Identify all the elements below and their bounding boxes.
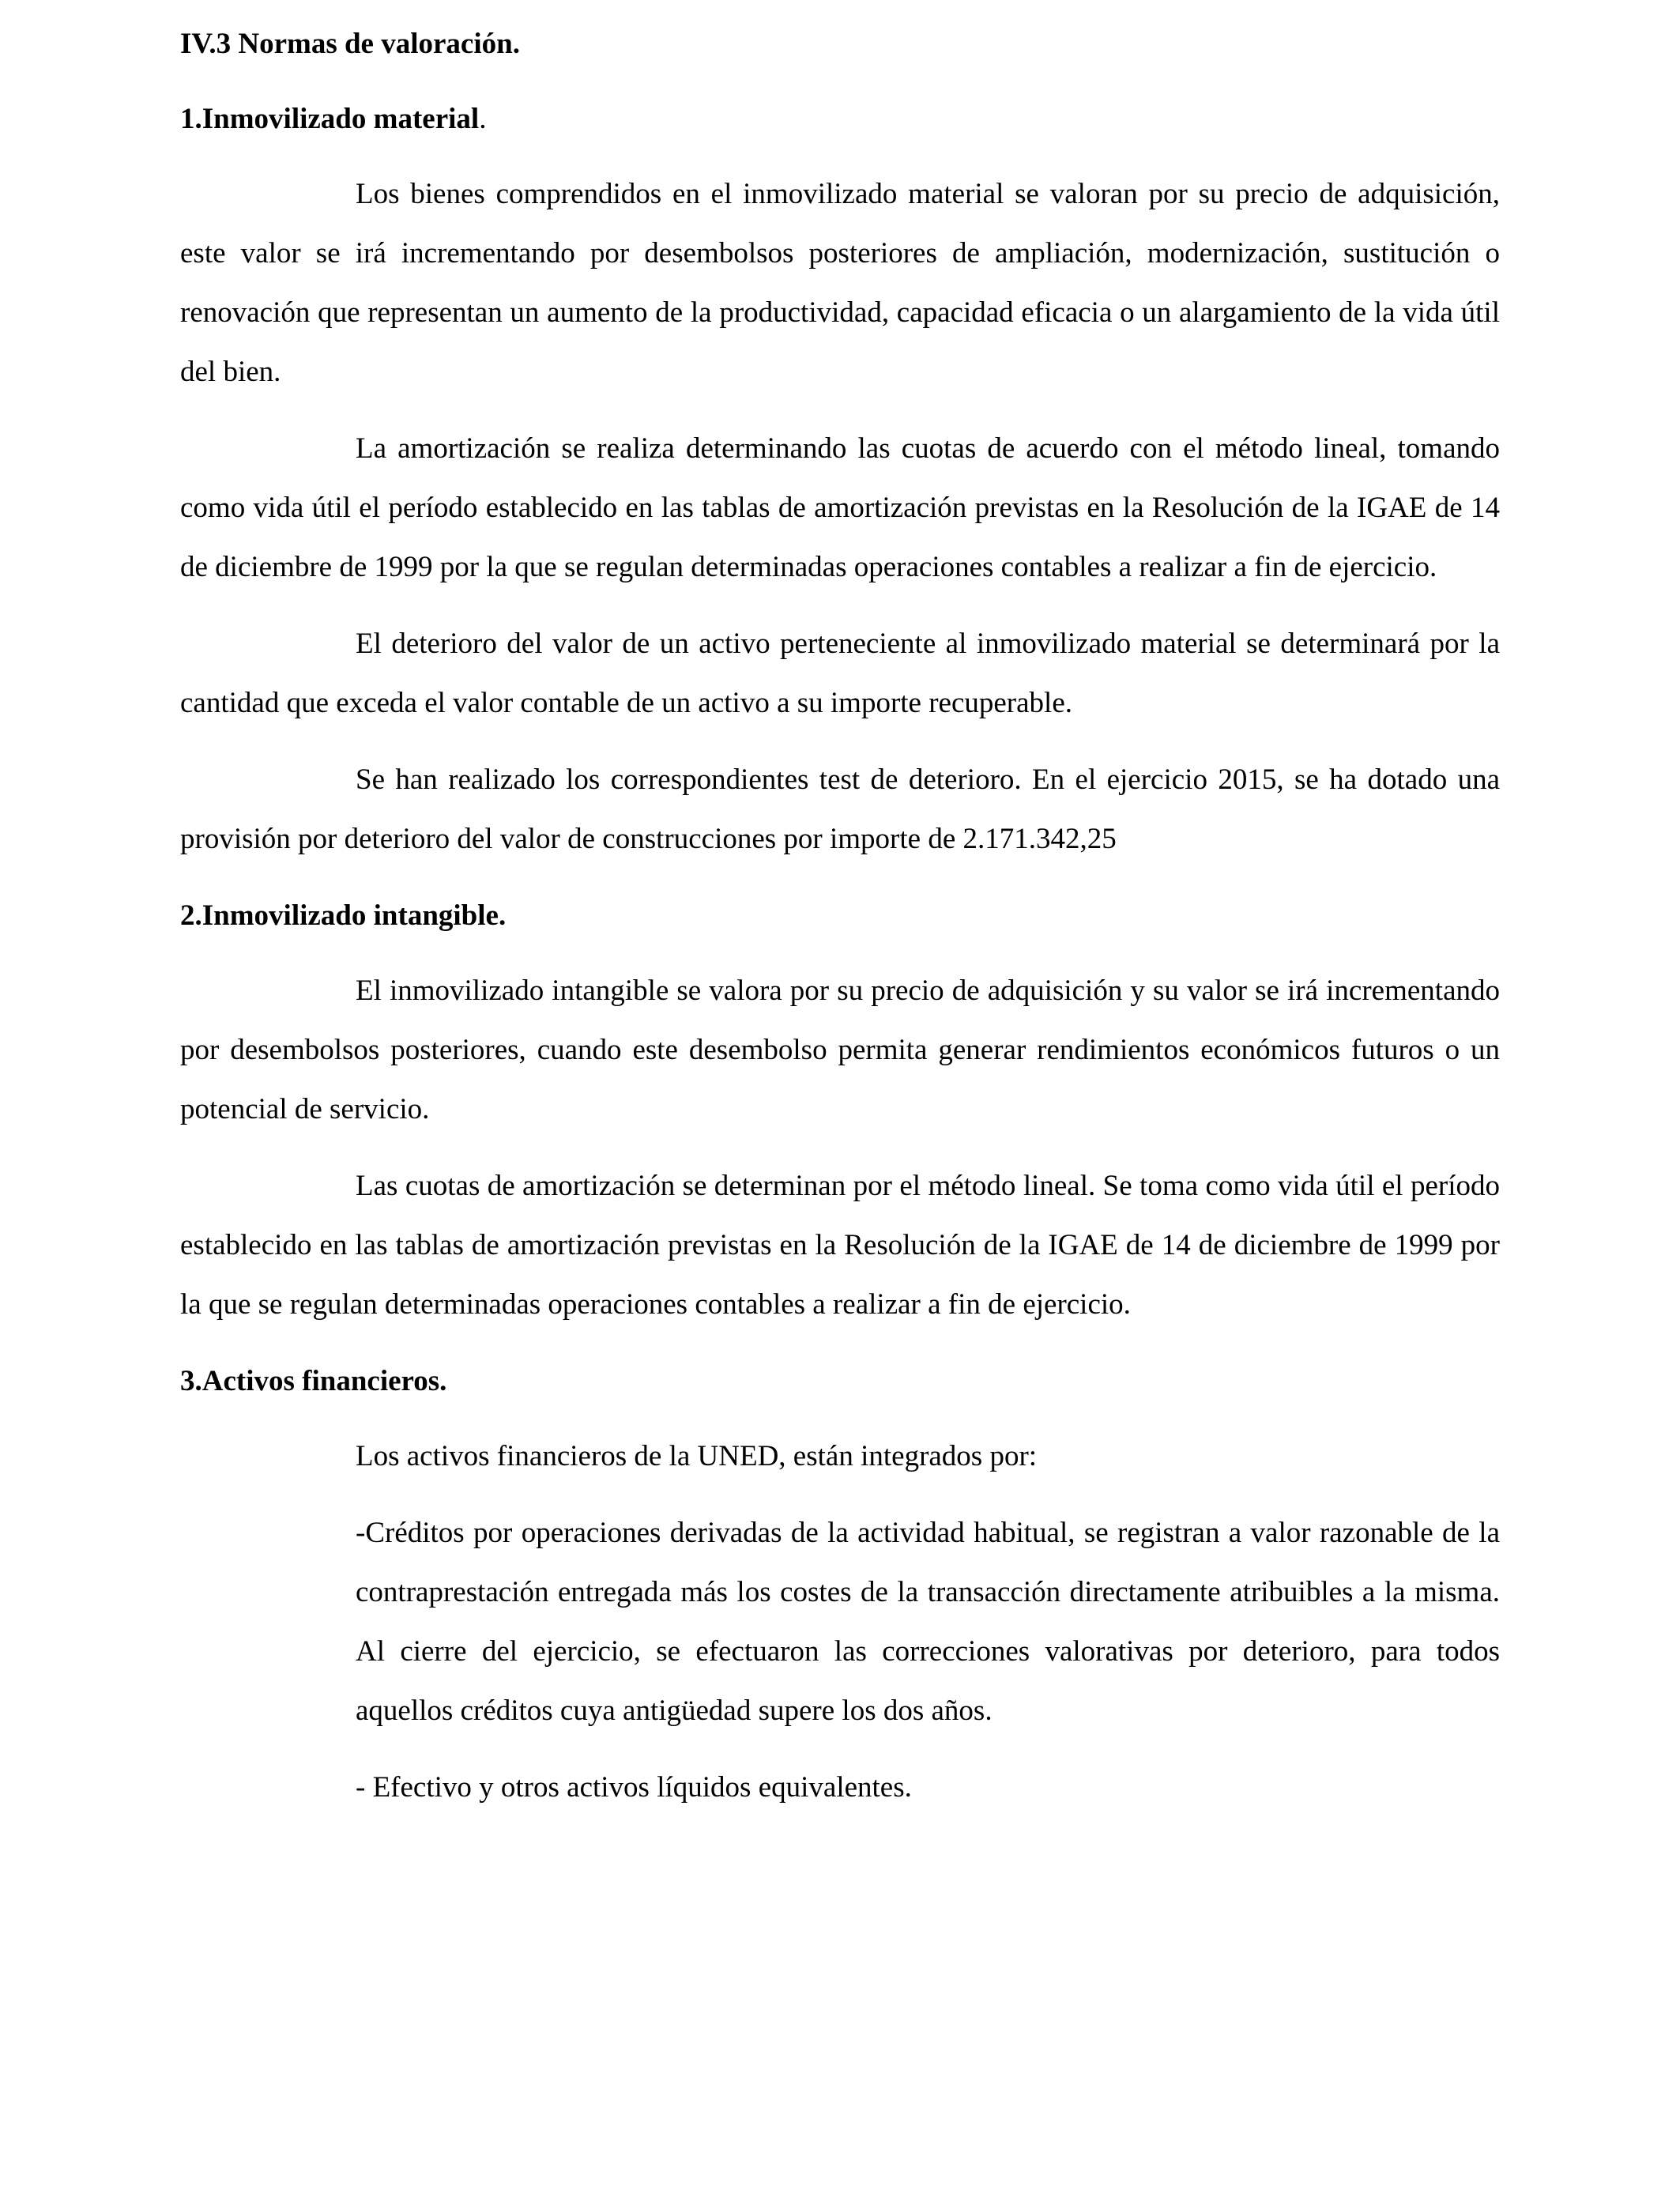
paragraph: Los bienes comprendidos en el inmovilizado material se valoran por su precio de adquisición, este valor se irá incrementando por desembolsos posteriores de ampliación, modernización, sustitución o renovación que representan un aumento de la productividad, capacidad eficacia o un alargamiento de la vida útil del bien. [180, 178, 1500, 388]
section-heading-period: . [479, 103, 487, 135]
paragraph: El deterioro del valor de un activo perteneciente al inmovilizado material se determinará por la cantidad que exceda el valor contable de un activo a su importe recuperable. [180, 628, 1500, 719]
section-heading-inmovilizado-material [180, 89, 1500, 149]
paragraph: Las cuotas de amortización se determinan por el método lineal. Se toma como vida útil el período establecido en las tablas de amortización previstas en la Resolución de la IGAE de 14 de diciembre de 1999 por la que se regulan determinadas operaciones contables a realizar a fin de ejercicio. [180, 1170, 1500, 1321]
paragraph: Se han realizado los correspondientes test de deterioro. En el ejercicio 2015, se ha dotado una provisión por deterioro del valor de construcciones por importe de 2.171.342,25 [180, 763, 1500, 855]
paragraph: La amortización se realiza determinando las cuotas de acuerdo con el método lineal, tomando como vida útil el período establecido en las tablas de amortización previstas en la Resolución de la IGAE de 14 de diciembre de 1999 por la que se regulan determinadas operaciones contables a realizar a fin de ejercicio. [180, 432, 1500, 583]
section-heading-inmovilizado-intangible: 2.Inmovilizado intangible. [180, 899, 507, 932]
document-title: IV.3 Normas de valoración. [180, 28, 520, 60]
list-item: - Efectivo y otros activos líquidos equivalentes. [356, 1771, 912, 1804]
section-heading-text: 1.Inmovilizado material [180, 103, 480, 135]
document-page [180, 14, 1500, 1834]
section-heading-activos-financieros: 3.Activos financieros. [180, 1365, 447, 1397]
list-item: -Créditos por operaciones derivadas de la actividad habitual, se registran a valor razonable de la contraprestación entregada más los costes de la transacción directamente atribuibles a la misma. Al cierre del ejercicio, se efectuaron las correcciones valorativas por deterioro, para todos aquellos créditos cuya antigüedad supere los dos años. [356, 1517, 1500, 1727]
list-intro: Los activos financieros de la UNED, están integrados por: [356, 1440, 1038, 1472]
activos-financieros-list [356, 1427, 1500, 1817]
paragraph: El inmovilizado intangible se valora por su precio de adquisición y su valor se irá incrementando por desembolsos posteriores, cuando este desembolso permita generar rendimientos económicos futuros o un potencial de servicio. [180, 974, 1500, 1125]
